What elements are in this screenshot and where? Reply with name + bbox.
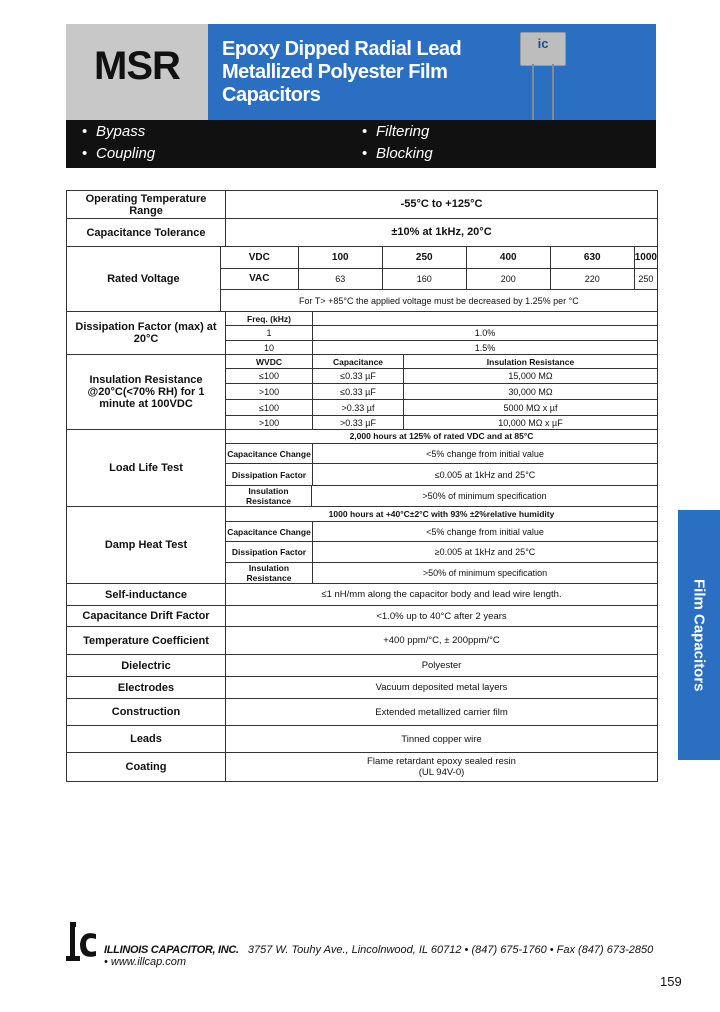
row-value: ±10% at 1kHz, 20°C	[391, 226, 492, 238]
row-label: Operating Temperature Range	[67, 191, 226, 218]
test-value: <5% change from initial value	[426, 526, 544, 537]
row-value: Vacuum deposited metal layers	[375, 682, 508, 693]
vdc-value: 100	[299, 247, 383, 268]
title-line-1: Epoxy Dipped Radial Lead	[222, 38, 462, 60]
load-life-row	[67, 429, 657, 506]
row-label: Load Life Test	[67, 430, 226, 506]
test-value: ≥0.005 at 1kHz and 25°C	[434, 547, 536, 558]
vdc-value: 1000	[634, 251, 657, 263]
title-line-3: Capacitors	[222, 84, 321, 106]
row-value: Tinned copper wire	[401, 733, 482, 745]
title-line-2: Metallized Polyester Film	[222, 61, 448, 83]
row-label: Coating	[67, 753, 226, 781]
dissipation-value: 1.0%	[474, 328, 496, 338]
table-row	[67, 218, 657, 246]
rated-voltage-row	[67, 246, 657, 311]
test-value: <5% change from initial value	[426, 448, 544, 459]
test-param: Dissipation Factor	[226, 542, 313, 562]
row-label: Damp Heat Test	[67, 507, 226, 583]
feature-filtering: • Filtering	[362, 123, 430, 140]
test-condition: 1000 hours at +40°C±2°C with 93% ±2%relative humidity	[328, 508, 555, 519]
table-row	[67, 191, 657, 218]
table-cell: 30,000 MΩ	[508, 386, 553, 397]
table-cell: 15,000 MΩ	[508, 371, 553, 381]
vac-label: VAC	[221, 269, 299, 289]
specifications-table	[66, 190, 658, 782]
test-param: Insulation Resistance	[226, 563, 313, 583]
test-param: Insulation Resistance	[226, 486, 312, 506]
page-title	[222, 38, 522, 107]
table-cell: ≤100	[226, 400, 313, 415]
row-value: +400 ppm/°C, ± 200ppm/°C	[383, 635, 500, 646]
freq-value: 10	[226, 341, 313, 354]
table-cell: 10,000 MΩ x µF	[498, 417, 563, 428]
table-cell: >0.33 µF	[313, 416, 404, 429]
footer-contact	[104, 944, 656, 968]
vac-value: 160	[383, 269, 467, 289]
row-value: Extended metallized carrier film	[375, 706, 508, 718]
vdc-value: 400	[467, 247, 551, 268]
column-header: Capacitance	[313, 355, 404, 368]
row-label: Capacitance Tolerance	[67, 219, 226, 246]
vac-value: 250	[638, 274, 654, 284]
capacitor-image: ic	[520, 32, 566, 66]
row-label: Construction	[67, 699, 226, 725]
table-row	[67, 654, 657, 676]
table-row	[67, 676, 657, 698]
column-header: Insulation Resistance	[486, 356, 575, 367]
table-row	[67, 626, 657, 654]
row-label: Insulation Resistance @20°C(<70% RH) for 1 minute at 100VDC	[67, 355, 226, 429]
page-number: 159	[660, 974, 682, 989]
feature-blocking: • Blocking	[362, 145, 433, 162]
dissipation-value: 1.5%	[474, 342, 496, 353]
section-tab-label: Film Capacitors	[690, 578, 708, 692]
coating-line-2: (UL 94V-0)	[418, 767, 465, 778]
column-header: WVDC	[226, 355, 313, 368]
table-cell: ≤0.33 µF	[313, 384, 404, 399]
freq-header: Freq. (kHz)	[226, 312, 313, 325]
vac-value: 220	[551, 269, 635, 289]
company-name: ILLINOIS CAPACITOR, INC.	[104, 944, 239, 956]
table-row	[67, 752, 657, 781]
table-row	[67, 583, 657, 605]
feature-coupling: • Coupling	[82, 145, 156, 162]
test-value: >50% of minimum specification	[422, 568, 548, 579]
vdc-value: 630	[551, 247, 635, 268]
table-row	[67, 605, 657, 626]
test-param: Dissipation Factor	[226, 464, 313, 485]
damp-heat-row	[67, 506, 657, 583]
row-label: Rated Voltage	[67, 247, 221, 311]
series-code: MSR	[94, 44, 180, 88]
vac-value: 200	[467, 269, 551, 289]
dissipation-row	[67, 311, 657, 354]
row-value: ≤1 nH/mm along the capacitor body and lead wire length.	[321, 589, 562, 600]
table-cell: >100	[226, 384, 313, 399]
row-label: Capacitance Drift Factor	[67, 606, 226, 626]
company-address: 3757 W. Touhy Ave., Lincolnwood, IL 60712 • (847) 675-1760 • Fax (847) 673-2850 • www.illcap.com	[104, 944, 654, 968]
table-cell: >0.33 µf	[313, 400, 404, 415]
coating-line-1: Flame retardant epoxy sealed resin	[367, 756, 516, 767]
table-cell: >100	[226, 416, 313, 429]
table-cell: ≤0.33 µF	[313, 369, 404, 383]
row-value: <1.0% up to 40°C after 2 years	[376, 610, 507, 622]
row-label: Leads	[67, 726, 226, 752]
voltage-derating-note: For T> +85°C the applied voltage must be decreased by 1.25% per °C	[299, 295, 579, 306]
test-value: ≤0.005 at 1kHz and 25°C	[434, 469, 536, 480]
table-cell: 5000 MΩ x µf	[503, 402, 558, 413]
row-value	[226, 753, 657, 781]
row-label: Dielectric	[67, 655, 226, 676]
company-logo	[66, 920, 100, 966]
test-condition: 2,000 hours at 125% of rated VDC and at 85°C	[349, 431, 534, 442]
vdc-label: VDC	[221, 247, 299, 268]
row-value: -55°C to +125°C	[400, 198, 483, 210]
capacitor-lead-left	[532, 64, 534, 120]
insulation-row	[67, 354, 657, 429]
capacitor-lead-right	[552, 64, 554, 120]
table-row	[67, 698, 657, 725]
vdc-value: 250	[383, 247, 467, 268]
row-label: Self-inductance	[67, 584, 226, 605]
test-param: Capacitance Change	[226, 444, 313, 464]
row-label: Electrodes	[67, 677, 226, 698]
test-param: Capacitance Change	[226, 522, 313, 542]
row-value: Polyester	[421, 660, 462, 671]
table-cell: ≤100	[226, 369, 313, 383]
freq-value: 1	[226, 326, 313, 340]
ic-logo-icon	[66, 920, 100, 966]
vac-value: 63	[299, 269, 383, 289]
feature-bypass: • Bypass	[82, 123, 146, 140]
test-value: >50% of minimum specification	[422, 491, 547, 501]
row-label: Dissipation Factor (max) at 20°C	[67, 312, 226, 354]
row-label: Temperature Coefficient	[67, 627, 226, 654]
table-row	[67, 725, 657, 752]
